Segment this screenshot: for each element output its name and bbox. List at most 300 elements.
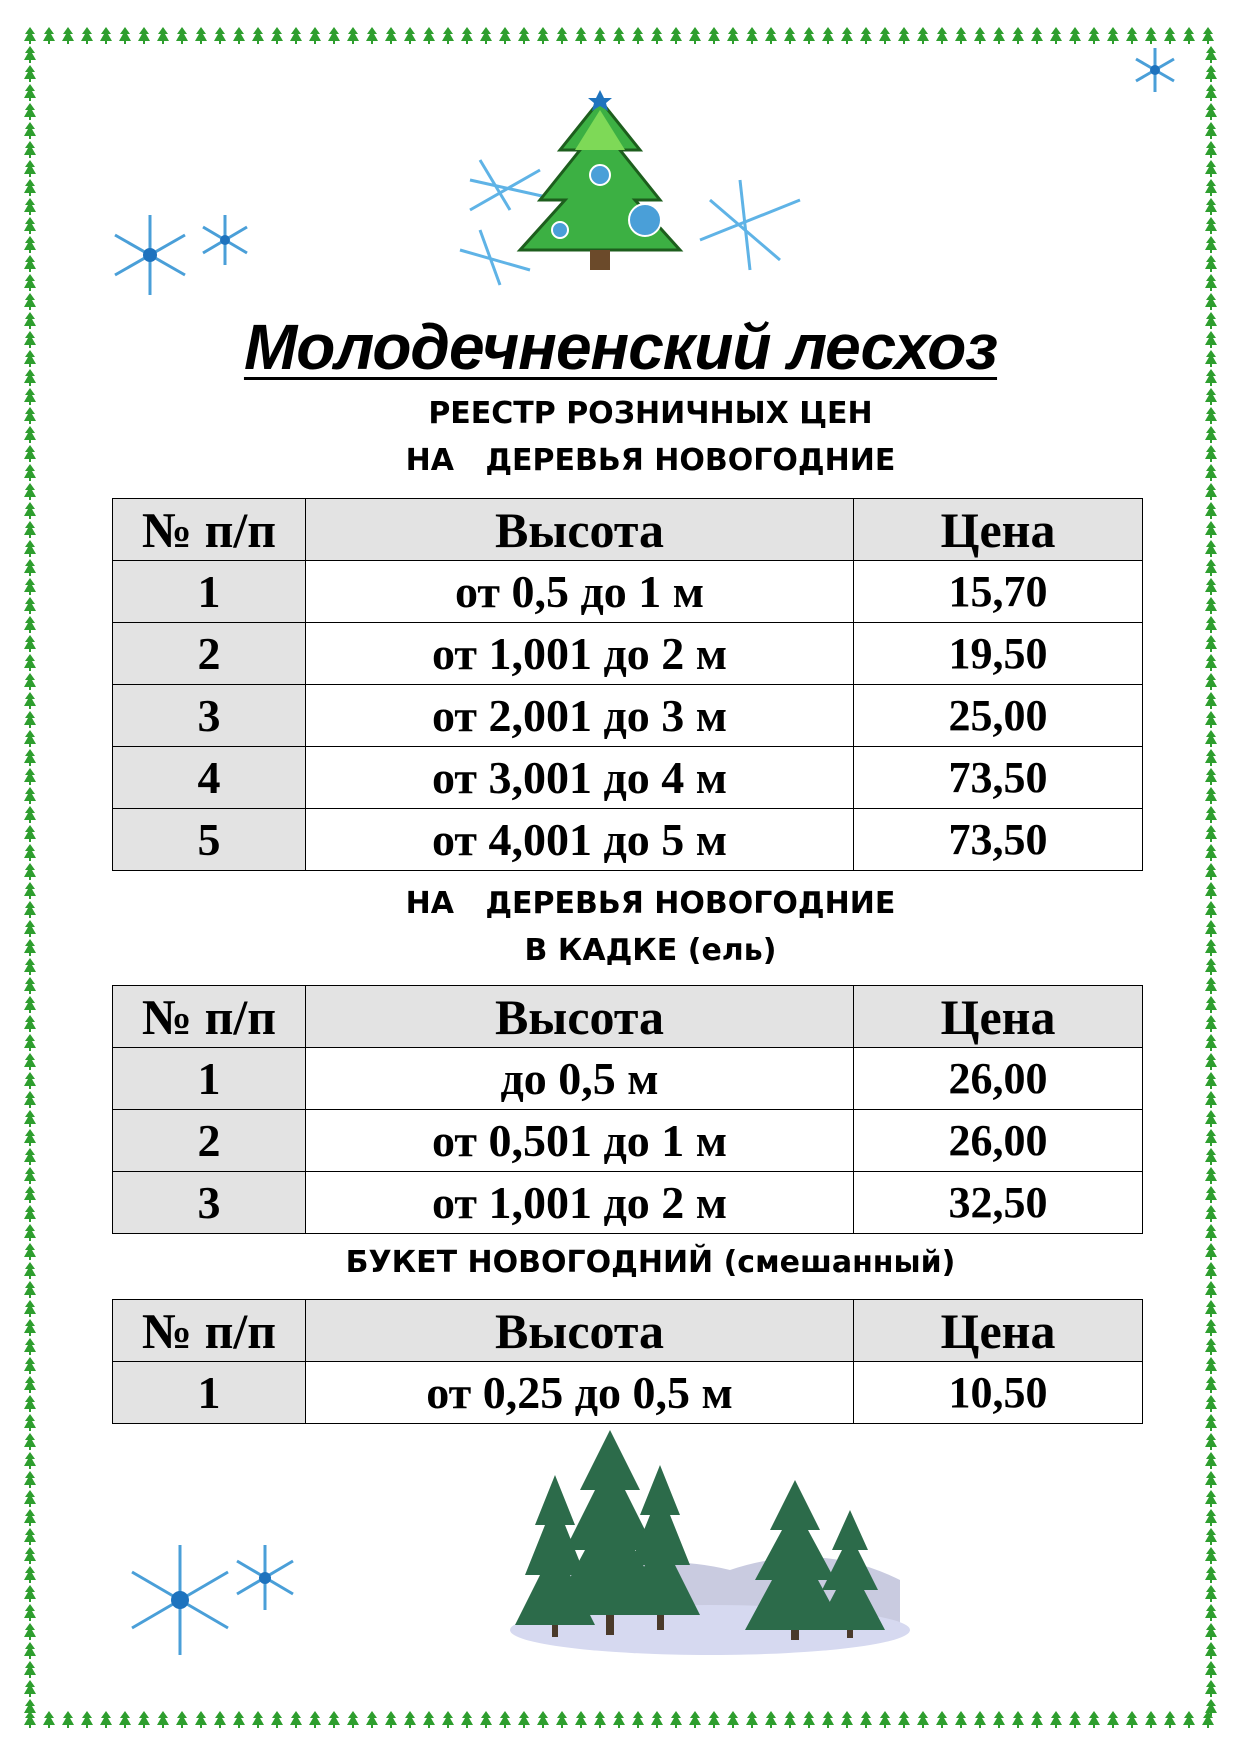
fir-tree-border-icon bbox=[24, 578, 36, 595]
fir-tree-border-icon bbox=[1205, 141, 1217, 158]
fir-tree-border-icon bbox=[157, 1711, 169, 1728]
fir-tree-border-icon bbox=[442, 27, 454, 44]
fir-tree-border-icon bbox=[309, 1711, 321, 1728]
fir-tree-border-icon bbox=[442, 1711, 454, 1728]
fir-tree-border-icon bbox=[1031, 1711, 1043, 1728]
fir-tree-border-icon bbox=[1205, 1110, 1217, 1127]
fir-tree-border-icon bbox=[24, 540, 36, 557]
fir-tree-border-icon bbox=[24, 1015, 36, 1032]
row-price: 32,50 bbox=[854, 1172, 1143, 1234]
fir-tree-border-icon bbox=[119, 27, 131, 44]
fir-tree-border-icon bbox=[24, 673, 36, 690]
fir-tree-border-icon bbox=[62, 27, 74, 44]
fir-tree-border-icon bbox=[689, 1711, 701, 1728]
table-header-row bbox=[113, 499, 1143, 561]
fir-tree-border-icon bbox=[1205, 1281, 1217, 1298]
fir-tree-border-icon bbox=[24, 46, 36, 63]
fir-tree-border-icon bbox=[1031, 27, 1043, 44]
fir-tree-border-icon bbox=[1205, 1129, 1217, 1146]
fir-tree-border-icon bbox=[1205, 996, 1217, 1013]
row-number: 2 bbox=[113, 1110, 306, 1172]
christmas-tree-icon bbox=[450, 90, 820, 290]
fir-tree-border-icon bbox=[1205, 692, 1217, 709]
fir-tree-border-icon bbox=[1205, 1338, 1217, 1355]
fir-tree-border-icon bbox=[1205, 1471, 1217, 1488]
fir-tree-border-icon bbox=[1205, 1585, 1217, 1602]
fir-tree-border-icon bbox=[632, 27, 644, 44]
table-row bbox=[113, 1110, 1143, 1172]
fir-tree-border-icon bbox=[252, 1711, 264, 1728]
fir-tree-border-icon bbox=[1069, 1711, 1081, 1728]
fir-tree-border-icon bbox=[461, 1711, 473, 1728]
row-number: 2 bbox=[113, 623, 306, 685]
fir-tree-border-icon bbox=[24, 160, 36, 177]
column-header-height: Высота bbox=[306, 499, 854, 561]
fir-tree-border-icon bbox=[1012, 1711, 1024, 1728]
fir-tree-border-icon bbox=[613, 1711, 625, 1728]
fir-tree-border-icon bbox=[1126, 27, 1138, 44]
fir-tree-border-icon bbox=[24, 293, 36, 310]
row-number: 3 bbox=[113, 685, 306, 747]
table-row bbox=[113, 685, 1143, 747]
fir-tree-border-icon bbox=[24, 217, 36, 234]
fir-tree-border-icon bbox=[1107, 1711, 1119, 1728]
fir-tree-border-icon bbox=[1205, 274, 1217, 291]
winter-forest-icon bbox=[500, 1430, 920, 1660]
fir-tree-border-icon bbox=[860, 1711, 872, 1728]
fir-tree-border-icon bbox=[1205, 1414, 1217, 1431]
column-header-height: Высота bbox=[306, 986, 854, 1048]
fir-tree-border-icon bbox=[24, 1642, 36, 1659]
fir-tree-border-icon bbox=[24, 825, 36, 842]
fir-tree-border-icon bbox=[24, 84, 36, 101]
fir-tree-border-icon bbox=[974, 27, 986, 44]
row-number: 5 bbox=[113, 809, 306, 871]
fir-tree-border-icon bbox=[898, 1711, 910, 1728]
table-header-row bbox=[113, 1300, 1143, 1362]
fir-tree-border-icon bbox=[499, 1711, 511, 1728]
fir-tree-border-icon bbox=[290, 1711, 302, 1728]
fir-tree-border-icon bbox=[1205, 1205, 1217, 1222]
fir-tree-border-icon bbox=[556, 1711, 568, 1728]
row-price: 26,00 bbox=[854, 1048, 1143, 1110]
fir-tree-border-icon bbox=[100, 27, 112, 44]
fir-tree-border-icon bbox=[24, 863, 36, 880]
row-height: от 2,001 до 3 м bbox=[306, 685, 854, 747]
fir-tree-border-icon bbox=[24, 692, 36, 709]
fir-tree-border-icon bbox=[24, 65, 36, 82]
row-price: 10,50 bbox=[854, 1362, 1143, 1424]
fir-tree-border-icon bbox=[24, 141, 36, 158]
fir-tree-border-icon bbox=[100, 1711, 112, 1728]
fir-tree-border-icon bbox=[670, 1711, 682, 1728]
fir-tree-border-icon bbox=[651, 1711, 663, 1728]
column-header-number: № п/п bbox=[113, 986, 306, 1048]
fir-tree-border-icon bbox=[214, 27, 226, 44]
fir-tree-border-icon bbox=[24, 559, 36, 576]
column-header-height: Высота bbox=[306, 1300, 854, 1362]
fir-tree-border-icon bbox=[1205, 1680, 1217, 1697]
fir-tree-border-icon bbox=[24, 236, 36, 253]
fir-tree-border-icon bbox=[24, 1566, 36, 1583]
column-header-number: № п/п bbox=[113, 1300, 306, 1362]
fir-tree-border-icon bbox=[841, 27, 853, 44]
fir-tree-border-icon bbox=[1205, 635, 1217, 652]
price-table-potted bbox=[112, 985, 1143, 1234]
fir-tree-border-icon bbox=[195, 27, 207, 44]
fir-tree-border-icon bbox=[1205, 977, 1217, 994]
fir-tree-border-icon bbox=[233, 1711, 245, 1728]
row-height: от 1,001 до 2 м bbox=[306, 623, 854, 685]
fir-tree-border-icon bbox=[1205, 1661, 1217, 1678]
fir-tree-border-icon bbox=[803, 1711, 815, 1728]
fir-tree-border-icon bbox=[1205, 1053, 1217, 1070]
fir-tree-border-icon bbox=[1205, 1015, 1217, 1032]
column-header-price: Цена bbox=[854, 1300, 1143, 1362]
row-price: 26,00 bbox=[854, 1110, 1143, 1172]
column-header-price: Цена bbox=[854, 499, 1143, 561]
row-number: 1 bbox=[113, 1362, 306, 1424]
fir-tree-border-icon bbox=[423, 1711, 435, 1728]
fir-tree-border-icon bbox=[1205, 863, 1217, 880]
row-number: 4 bbox=[113, 747, 306, 809]
fir-tree-border-icon bbox=[480, 1711, 492, 1728]
fir-tree-border-icon bbox=[518, 27, 530, 44]
fir-tree-border-icon bbox=[765, 27, 777, 44]
fir-tree-border-icon bbox=[822, 27, 834, 44]
fir-tree-border-icon bbox=[1205, 1566, 1217, 1583]
fir-tree-border-icon bbox=[1205, 1528, 1217, 1545]
row-height: от 1,001 до 2 м bbox=[306, 1172, 854, 1234]
fir-tree-border-icon bbox=[480, 27, 492, 44]
fir-tree-border-icon bbox=[974, 1711, 986, 1728]
fir-tree-border-icon bbox=[1205, 293, 1217, 310]
fir-tree-border-icon bbox=[955, 1711, 967, 1728]
fir-tree-border-icon bbox=[24, 1148, 36, 1165]
fir-tree-border-icon bbox=[1088, 1711, 1100, 1728]
row-number: 3 bbox=[113, 1172, 306, 1234]
fir-tree-border-icon bbox=[765, 1711, 777, 1728]
fir-tree-border-icon bbox=[594, 27, 606, 44]
fir-tree-border-icon bbox=[24, 996, 36, 1013]
fir-tree-border-icon bbox=[24, 179, 36, 196]
fir-tree-border-icon bbox=[24, 654, 36, 671]
fir-tree-border-icon bbox=[1205, 787, 1217, 804]
fir-tree-border-icon bbox=[24, 977, 36, 994]
fir-tree-border-icon bbox=[575, 1711, 587, 1728]
table-row bbox=[113, 1172, 1143, 1234]
fir-tree-border-icon bbox=[24, 521, 36, 538]
fir-tree-border-icon bbox=[575, 27, 587, 44]
fir-tree-border-icon bbox=[24, 198, 36, 215]
fir-tree-border-icon bbox=[24, 1433, 36, 1450]
fir-tree-border-icon bbox=[1205, 559, 1217, 576]
row-price: 25,00 bbox=[854, 685, 1143, 747]
fir-tree-border-icon bbox=[24, 1699, 36, 1716]
fir-tree-border-icon bbox=[1205, 578, 1217, 595]
fir-tree-border-icon bbox=[1145, 27, 1157, 44]
fir-tree-border-icon bbox=[24, 1091, 36, 1108]
price-table-trees bbox=[112, 498, 1143, 871]
fir-tree-border-icon bbox=[404, 1711, 416, 1728]
fir-tree-border-icon bbox=[803, 27, 815, 44]
fir-tree-border-icon bbox=[1069, 27, 1081, 44]
fir-tree-border-icon bbox=[176, 1711, 188, 1728]
fir-tree-border-icon bbox=[670, 27, 682, 44]
fir-tree-border-icon bbox=[955, 27, 967, 44]
fir-tree-border-icon bbox=[214, 1711, 226, 1728]
column-header-price: Цена bbox=[854, 986, 1143, 1048]
fir-tree-border-icon bbox=[1205, 825, 1217, 842]
fir-tree-border-icon bbox=[1126, 1711, 1138, 1728]
fir-tree-border-icon bbox=[1205, 1186, 1217, 1203]
fir-tree-border-icon bbox=[233, 27, 245, 44]
fir-tree-border-icon bbox=[708, 27, 720, 44]
fir-tree-border-icon bbox=[24, 255, 36, 272]
fir-tree-border-icon bbox=[1205, 160, 1217, 177]
fir-tree-border-icon bbox=[537, 27, 549, 44]
fir-tree-border-icon bbox=[24, 1395, 36, 1412]
table-row bbox=[113, 809, 1143, 871]
fir-tree-border-icon bbox=[1205, 597, 1217, 614]
fir-tree-border-icon bbox=[1145, 1711, 1157, 1728]
fir-tree-border-icon bbox=[1205, 65, 1217, 82]
fir-tree-border-icon bbox=[1205, 483, 1217, 500]
fir-tree-border-icon bbox=[24, 635, 36, 652]
fir-tree-border-icon bbox=[1205, 1452, 1217, 1469]
fir-tree-border-icon bbox=[461, 27, 473, 44]
fir-tree-border-icon bbox=[1205, 1642, 1217, 1659]
fir-tree-border-icon bbox=[24, 502, 36, 519]
fir-tree-border-icon bbox=[24, 616, 36, 633]
fir-tree-border-icon bbox=[518, 1711, 530, 1728]
fir-tree-border-icon bbox=[879, 1711, 891, 1728]
fir-tree-border-icon bbox=[708, 1711, 720, 1728]
fir-tree-border-icon bbox=[24, 1604, 36, 1621]
fir-tree-border-icon bbox=[1205, 616, 1217, 633]
fir-tree-border-icon bbox=[24, 1414, 36, 1431]
fir-tree-border-icon bbox=[385, 27, 397, 44]
fir-tree-border-icon bbox=[119, 1711, 131, 1728]
snowflake-icon bbox=[1130, 45, 1180, 95]
fir-tree-border-icon bbox=[290, 27, 302, 44]
fir-tree-border-icon bbox=[1183, 27, 1195, 44]
fir-tree-border-icon bbox=[1050, 1711, 1062, 1728]
fir-tree-border-icon bbox=[594, 1711, 606, 1728]
table-row bbox=[113, 1362, 1143, 1424]
row-price: 19,50 bbox=[854, 623, 1143, 685]
fir-tree-border-icon bbox=[24, 103, 36, 120]
fir-tree-border-icon bbox=[157, 27, 169, 44]
fir-tree-border-icon bbox=[1012, 27, 1024, 44]
fir-tree-border-icon bbox=[1205, 1224, 1217, 1241]
fir-tree-border-icon bbox=[917, 27, 929, 44]
fir-tree-border-icon bbox=[24, 1053, 36, 1070]
fir-tree-border-icon bbox=[24, 1528, 36, 1545]
fir-tree-border-icon bbox=[1205, 103, 1217, 120]
fir-tree-border-icon bbox=[404, 27, 416, 44]
fir-tree-border-icon bbox=[1205, 179, 1217, 196]
row-price: 15,70 bbox=[854, 561, 1143, 623]
fir-tree-border-icon bbox=[24, 1376, 36, 1393]
table-row bbox=[113, 561, 1143, 623]
fir-tree-border-icon bbox=[1205, 730, 1217, 747]
fir-tree-border-icon bbox=[24, 1338, 36, 1355]
fir-tree-border-icon bbox=[328, 1711, 340, 1728]
fir-tree-border-icon bbox=[1205, 768, 1217, 785]
table-row bbox=[113, 623, 1143, 685]
fir-tree-border-icon bbox=[936, 27, 948, 44]
fir-tree-border-icon bbox=[1202, 1711, 1214, 1728]
row-number: 1 bbox=[113, 1048, 306, 1110]
fir-tree-border-icon bbox=[1164, 1711, 1176, 1728]
fir-tree-border-icon bbox=[252, 27, 264, 44]
fir-tree-border-icon bbox=[841, 1711, 853, 1728]
fir-tree-border-icon bbox=[1205, 236, 1217, 253]
fir-tree-border-icon bbox=[1205, 1509, 1217, 1526]
fir-tree-border-icon bbox=[24, 1547, 36, 1564]
fir-tree-border-icon bbox=[689, 27, 701, 44]
fir-tree-border-icon bbox=[24, 122, 36, 139]
fir-tree-border-icon bbox=[423, 27, 435, 44]
row-height: от 0,25 до 0,5 м bbox=[306, 1362, 854, 1424]
fir-tree-border-icon bbox=[1205, 1395, 1217, 1412]
fir-tree-border-icon bbox=[24, 1471, 36, 1488]
fir-tree-border-icon bbox=[24, 749, 36, 766]
fir-tree-border-icon bbox=[1205, 673, 1217, 690]
fir-tree-border-icon bbox=[328, 27, 340, 44]
fir-tree-border-icon bbox=[537, 1711, 549, 1728]
fir-tree-border-icon bbox=[24, 27, 36, 44]
fir-tree-border-icon bbox=[24, 1186, 36, 1203]
fir-tree-border-icon bbox=[1205, 1148, 1217, 1165]
fir-tree-border-icon bbox=[24, 844, 36, 861]
fir-tree-border-icon bbox=[784, 27, 796, 44]
fir-tree-border-icon bbox=[195, 1711, 207, 1728]
table-row bbox=[113, 747, 1143, 809]
fir-tree-border-icon bbox=[1205, 1167, 1217, 1184]
fir-tree-border-icon bbox=[1202, 27, 1214, 44]
fir-tree-border-icon bbox=[784, 1711, 796, 1728]
fir-tree-border-icon bbox=[1205, 749, 1217, 766]
fir-tree-border-icon bbox=[138, 1711, 150, 1728]
fir-tree-border-icon bbox=[1205, 654, 1217, 671]
fir-tree-border-icon bbox=[366, 27, 378, 44]
fir-tree-border-icon bbox=[1205, 1490, 1217, 1507]
fir-tree-border-icon bbox=[271, 1711, 283, 1728]
fir-tree-border-icon bbox=[1164, 27, 1176, 44]
fir-tree-border-icon bbox=[24, 1300, 36, 1317]
fir-tree-border-icon bbox=[24, 1072, 36, 1089]
fir-tree-border-icon bbox=[1205, 844, 1217, 861]
fir-tree-border-icon bbox=[24, 1319, 36, 1336]
fir-tree-border-icon bbox=[1205, 540, 1217, 557]
fir-tree-border-icon bbox=[24, 1661, 36, 1678]
fir-tree-border-icon bbox=[613, 27, 625, 44]
fir-tree-border-icon bbox=[24, 1110, 36, 1127]
fir-tree-border-icon bbox=[24, 1585, 36, 1602]
fir-tree-border-icon bbox=[993, 1711, 1005, 1728]
fir-tree-border-icon bbox=[1205, 46, 1217, 63]
fir-tree-border-icon bbox=[746, 1711, 758, 1728]
fir-tree-border-icon bbox=[1088, 27, 1100, 44]
fir-tree-border-icon bbox=[727, 1711, 739, 1728]
page-title: Молодечненский лесхоз bbox=[243, 311, 998, 383]
fir-tree-border-icon bbox=[822, 1711, 834, 1728]
fir-tree-border-icon bbox=[24, 711, 36, 728]
fir-tree-border-icon bbox=[1205, 1433, 1217, 1450]
snowflake-icon bbox=[105, 210, 255, 300]
row-price: 73,50 bbox=[854, 809, 1143, 871]
fir-tree-border-icon bbox=[1205, 1300, 1217, 1317]
row-height: до 0,5 м bbox=[306, 1048, 854, 1110]
fir-tree-border-icon bbox=[632, 1711, 644, 1728]
fir-tree-border-icon bbox=[1205, 1547, 1217, 1564]
fir-tree-border-icon bbox=[1205, 1072, 1217, 1089]
fir-tree-border-icon bbox=[1205, 1604, 1217, 1621]
fir-tree-border-icon bbox=[24, 1224, 36, 1241]
fir-tree-border-icon bbox=[24, 1623, 36, 1640]
row-height: от 3,001 до 4 м bbox=[306, 747, 854, 809]
fir-tree-border-icon bbox=[898, 27, 910, 44]
fir-tree-border-icon bbox=[24, 597, 36, 614]
fir-tree-border-icon bbox=[176, 27, 188, 44]
fir-tree-border-icon bbox=[1205, 1034, 1217, 1051]
fir-tree-border-icon bbox=[24, 1452, 36, 1469]
fir-tree-border-icon bbox=[347, 27, 359, 44]
fir-tree-border-icon bbox=[24, 1357, 36, 1374]
snowflake-icon bbox=[120, 1535, 300, 1665]
fir-tree-border-icon bbox=[1107, 27, 1119, 44]
fir-tree-border-icon bbox=[24, 1680, 36, 1697]
fir-tree-border-icon bbox=[385, 1711, 397, 1728]
fir-tree-border-icon bbox=[1205, 217, 1217, 234]
fir-tree-border-icon bbox=[366, 1711, 378, 1728]
fir-tree-border-icon bbox=[651, 27, 663, 44]
fir-tree-border-icon bbox=[24, 274, 36, 291]
fir-tree-border-icon bbox=[1205, 198, 1217, 215]
fir-tree-border-icon bbox=[499, 27, 511, 44]
fir-tree-border-icon bbox=[1205, 711, 1217, 728]
price-table-bouquet bbox=[112, 1299, 1143, 1424]
fir-tree-border-icon bbox=[993, 27, 1005, 44]
fir-tree-border-icon bbox=[746, 27, 758, 44]
fir-tree-border-icon bbox=[81, 1711, 93, 1728]
fir-tree-border-icon bbox=[24, 787, 36, 804]
section-3-heading: БУКЕТ НОВОГОДНИЙ (смешанный) bbox=[345, 1245, 956, 1280]
fir-tree-border-icon bbox=[43, 1711, 55, 1728]
fir-tree-border-icon bbox=[24, 483, 36, 500]
fir-tree-border-icon bbox=[1183, 1711, 1195, 1728]
subtitle: РЕЕСТР РОЗНИЧНЫХ ЦЕН bbox=[428, 396, 873, 431]
row-height: от 0,5 до 1 м bbox=[306, 561, 854, 623]
fir-tree-border-icon bbox=[24, 1034, 36, 1051]
fir-tree-border-icon bbox=[1205, 1319, 1217, 1336]
fir-tree-border-icon bbox=[24, 1205, 36, 1222]
fir-tree-border-icon bbox=[1205, 255, 1217, 272]
fir-tree-border-icon bbox=[24, 1129, 36, 1146]
fir-tree-border-icon bbox=[81, 27, 93, 44]
column-header-number: № п/п bbox=[113, 499, 306, 561]
fir-tree-border-icon bbox=[24, 730, 36, 747]
section-2-subheading: В КАДКЕ (ель) bbox=[524, 933, 777, 968]
fir-tree-border-icon bbox=[1050, 27, 1062, 44]
fir-tree-border-icon bbox=[138, 27, 150, 44]
row-price: 73,50 bbox=[854, 747, 1143, 809]
fir-tree-border-icon bbox=[24, 768, 36, 785]
fir-tree-border-icon bbox=[24, 1167, 36, 1184]
fir-tree-border-icon bbox=[879, 27, 891, 44]
